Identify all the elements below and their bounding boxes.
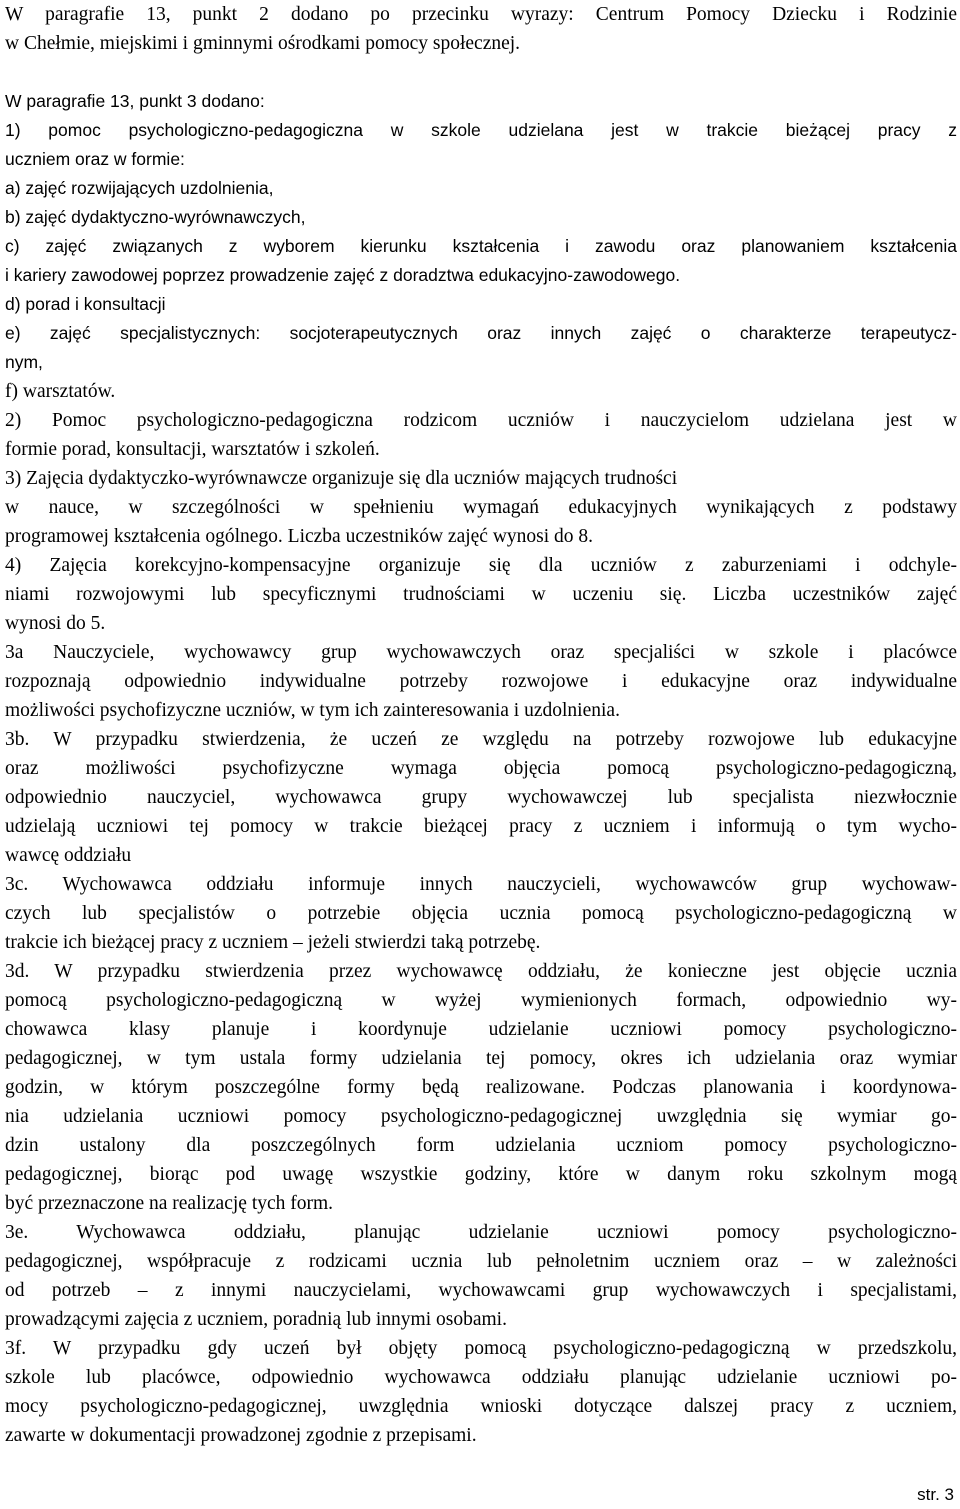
text-line: 1) pomoc psychologiczno-pedagogiczna w szkole udzielana jest w trakcie bieżącej pracy z <box>5 120 957 140</box>
text-line: 3a Nauczyciele, wychowawcy grup wychowawczych oraz specjaliści w szkole i placówce <box>5 642 957 663</box>
text-line: udzielają uczniowi tej pomocy w trakcie bieżącej pracy z uczniem i informują o tym wycho- <box>5 816 957 837</box>
text-line: 3c. Wychowawca oddziału informuje innych nauczycieli, wychowawców grup wychowaw- <box>5 874 957 895</box>
text-line: oraz możliwości psychofizyczne wymaga objęcia pomocą psychologiczno-pedagogiczną, <box>5 758 957 779</box>
text-line: 3e. Wychowawca oddziału, planując udzielanie uczniowi pomocy psychologiczno- <box>5 1222 957 1243</box>
text-line: wynosi do 5. <box>5 613 106 634</box>
text-line: W paragrafie 13, punkt 2 dodano po przecinku wyrazy: Centrum Pomocy Dziecku i Rodzinie <box>5 4 957 25</box>
text-line: e) zajęć specjalistycznych: socjoterapeutycznych oraz innych zajęć o charakterze terapeutycz- <box>5 323 957 343</box>
text-line: prowadzącymi zajęcia z uczniem, poradnią lub innymi osobami. <box>5 1309 507 1330</box>
text-line: pedagogicznej, współpracuje z rodzicami ucznia lub pełnoletnim uczniem oraz – w zależności <box>5 1251 957 1272</box>
text-line: 3f. W przypadku gdy uczeń był objęty pomocą psychologiczno-pedagogiczną w przedszkolu, <box>5 1338 957 1359</box>
text-line: zawarte w dokumentacji prowadzonej zgodnie z przepisami. <box>5 1425 477 1446</box>
text-line: pedagogicznej, w tym ustala formy udzielania tej pomocy, okres ich udzielania oraz wymiar <box>5 1048 957 1069</box>
text-line: wawcę oddziału <box>5 845 132 866</box>
text-line: być przeznaczone na realizację tych form. <box>5 1193 334 1214</box>
text-line: dzin ustalony dla poszczególnych form udzielania uczniom pomocy psychologiczno- <box>5 1135 957 1156</box>
paragraph-gap <box>5 58 957 87</box>
text-line: 4) Zajęcia korekcyjno-kompensacyjne organizuje się dla uczniów z zaburzeniami i odchyle- <box>5 555 957 576</box>
text-line: f) warsztatów. <box>5 381 116 402</box>
text-line: niami rozwojowymi lub specyficznymi trudnościami w uczeniu się. Liczba uczestników zajęć <box>5 584 957 605</box>
text-line: od potrzeb – z innymi nauczycielami, wychowawcami grup wychowawczych i specjalistami, <box>5 1280 957 1301</box>
text-line: rozpoznają odpowiednio indywidualne potrzeby rozwojowe i edukacyjne oraz indywidualne <box>5 671 957 692</box>
text-line: nia udzielania uczniowi pomocy psychologiczno-pedagogicznej uwzględnia się wymiar go- <box>5 1106 957 1127</box>
text-line: a) zajęć rozwijających uzdolnienia, <box>5 178 274 198</box>
text-line: nym, <box>5 352 43 372</box>
text-line: uczniem oraz w formie: <box>5 149 185 169</box>
text-line: w nauce, w szczególności w spełnieniu wymagań edukacyjnych wynikających z podstawy <box>5 497 957 518</box>
text-line: pedagogicznej, biorąc pod uwagę wszystkie godziny, które w danym roku szkolnym mogą <box>5 1164 957 1185</box>
text-line: 3) Zajęcia dydaktyczko-wyrównawcze organizuje się dla uczniów mających trudności <box>5 468 678 489</box>
text-line: b) zajęć dydaktyczno-wyrównawczych, <box>5 207 306 227</box>
text-line: W paragrafie 13, punkt 3 dodano: <box>5 91 265 111</box>
document-body <box>5 0 957 1450</box>
text-line: 3d. W przypadku stwierdzenia przez wychowawcę oddziału, że konieczne jest objęcie ucznia <box>5 961 957 982</box>
text-line: 2) Pomoc psychologiczno-pedagogiczna rodzicom uczniów i nauczycielom udzielana jest w <box>5 410 957 431</box>
page-number: str. 3 <box>917 1485 954 1504</box>
text-line: godzin, w którym poszczególne formy będą realizowane. Podczas planowania i koordynowa- <box>5 1077 957 1098</box>
text-line: możliwości psychofizyczne uczniów, w tym ich zainteresowania i uzdolnienia. <box>5 700 620 721</box>
text-line: chowawca klasy planuje i koordynuje udzielanie uczniowi pomocy psychologiczno- <box>5 1019 957 1040</box>
text-line: w Chełmie, miejskimi i gminnymi ośrodkami pomocy społecznej. <box>5 33 521 54</box>
text-line: formie porad, konsultacji, warsztatów i szkoleń. <box>5 439 380 460</box>
text-line: 3b. W przypadku stwierdzenia, że uczeń ze względu na potrzeby rozwojowe lub edukacyjne <box>5 729 957 750</box>
text-line: mocy psychologiczno-pedagogicznej, uwzględnia wnioski dotyczące dalszej pracy z uczniem, <box>5 1396 957 1417</box>
text-line: odpowiednio nauczyciel, wychowawca grupy wychowawczej lub specjalista niezwłocznie <box>5 787 957 808</box>
text-line: programowej kształcenia ogólnego. Liczba uczestników zajęć wynosi do 8. <box>5 526 594 547</box>
text-line: czych lub specjalistów o potrzebie objęcia ucznia pomocą psychologiczno-pedagogiczną w <box>5 903 957 924</box>
text-line: pomocą psychologiczno-pedagogiczną w wyżej wymienionych formach, odpowiednio wy- <box>5 990 957 1011</box>
text-line: trakcie ich bieżącej pracy z uczniem – jeżeli stwierdzi taką potrzebę. <box>5 932 541 953</box>
text-line: szkole lub placówce, odpowiednio wychowawca oddziału planując udzielanie uczniowi po- <box>5 1367 957 1388</box>
text-line: d) porad i konsultacji <box>5 294 166 314</box>
text-line: i kariery zawodowej poprzez prowadzenie zajęć z doradztwa edukacyjno-zawodowego. <box>5 265 681 285</box>
text-line: c) zajęć związanych z wyborem kierunku kształcenia i zawodu oraz planowaniem kształcenia <box>5 236 957 256</box>
